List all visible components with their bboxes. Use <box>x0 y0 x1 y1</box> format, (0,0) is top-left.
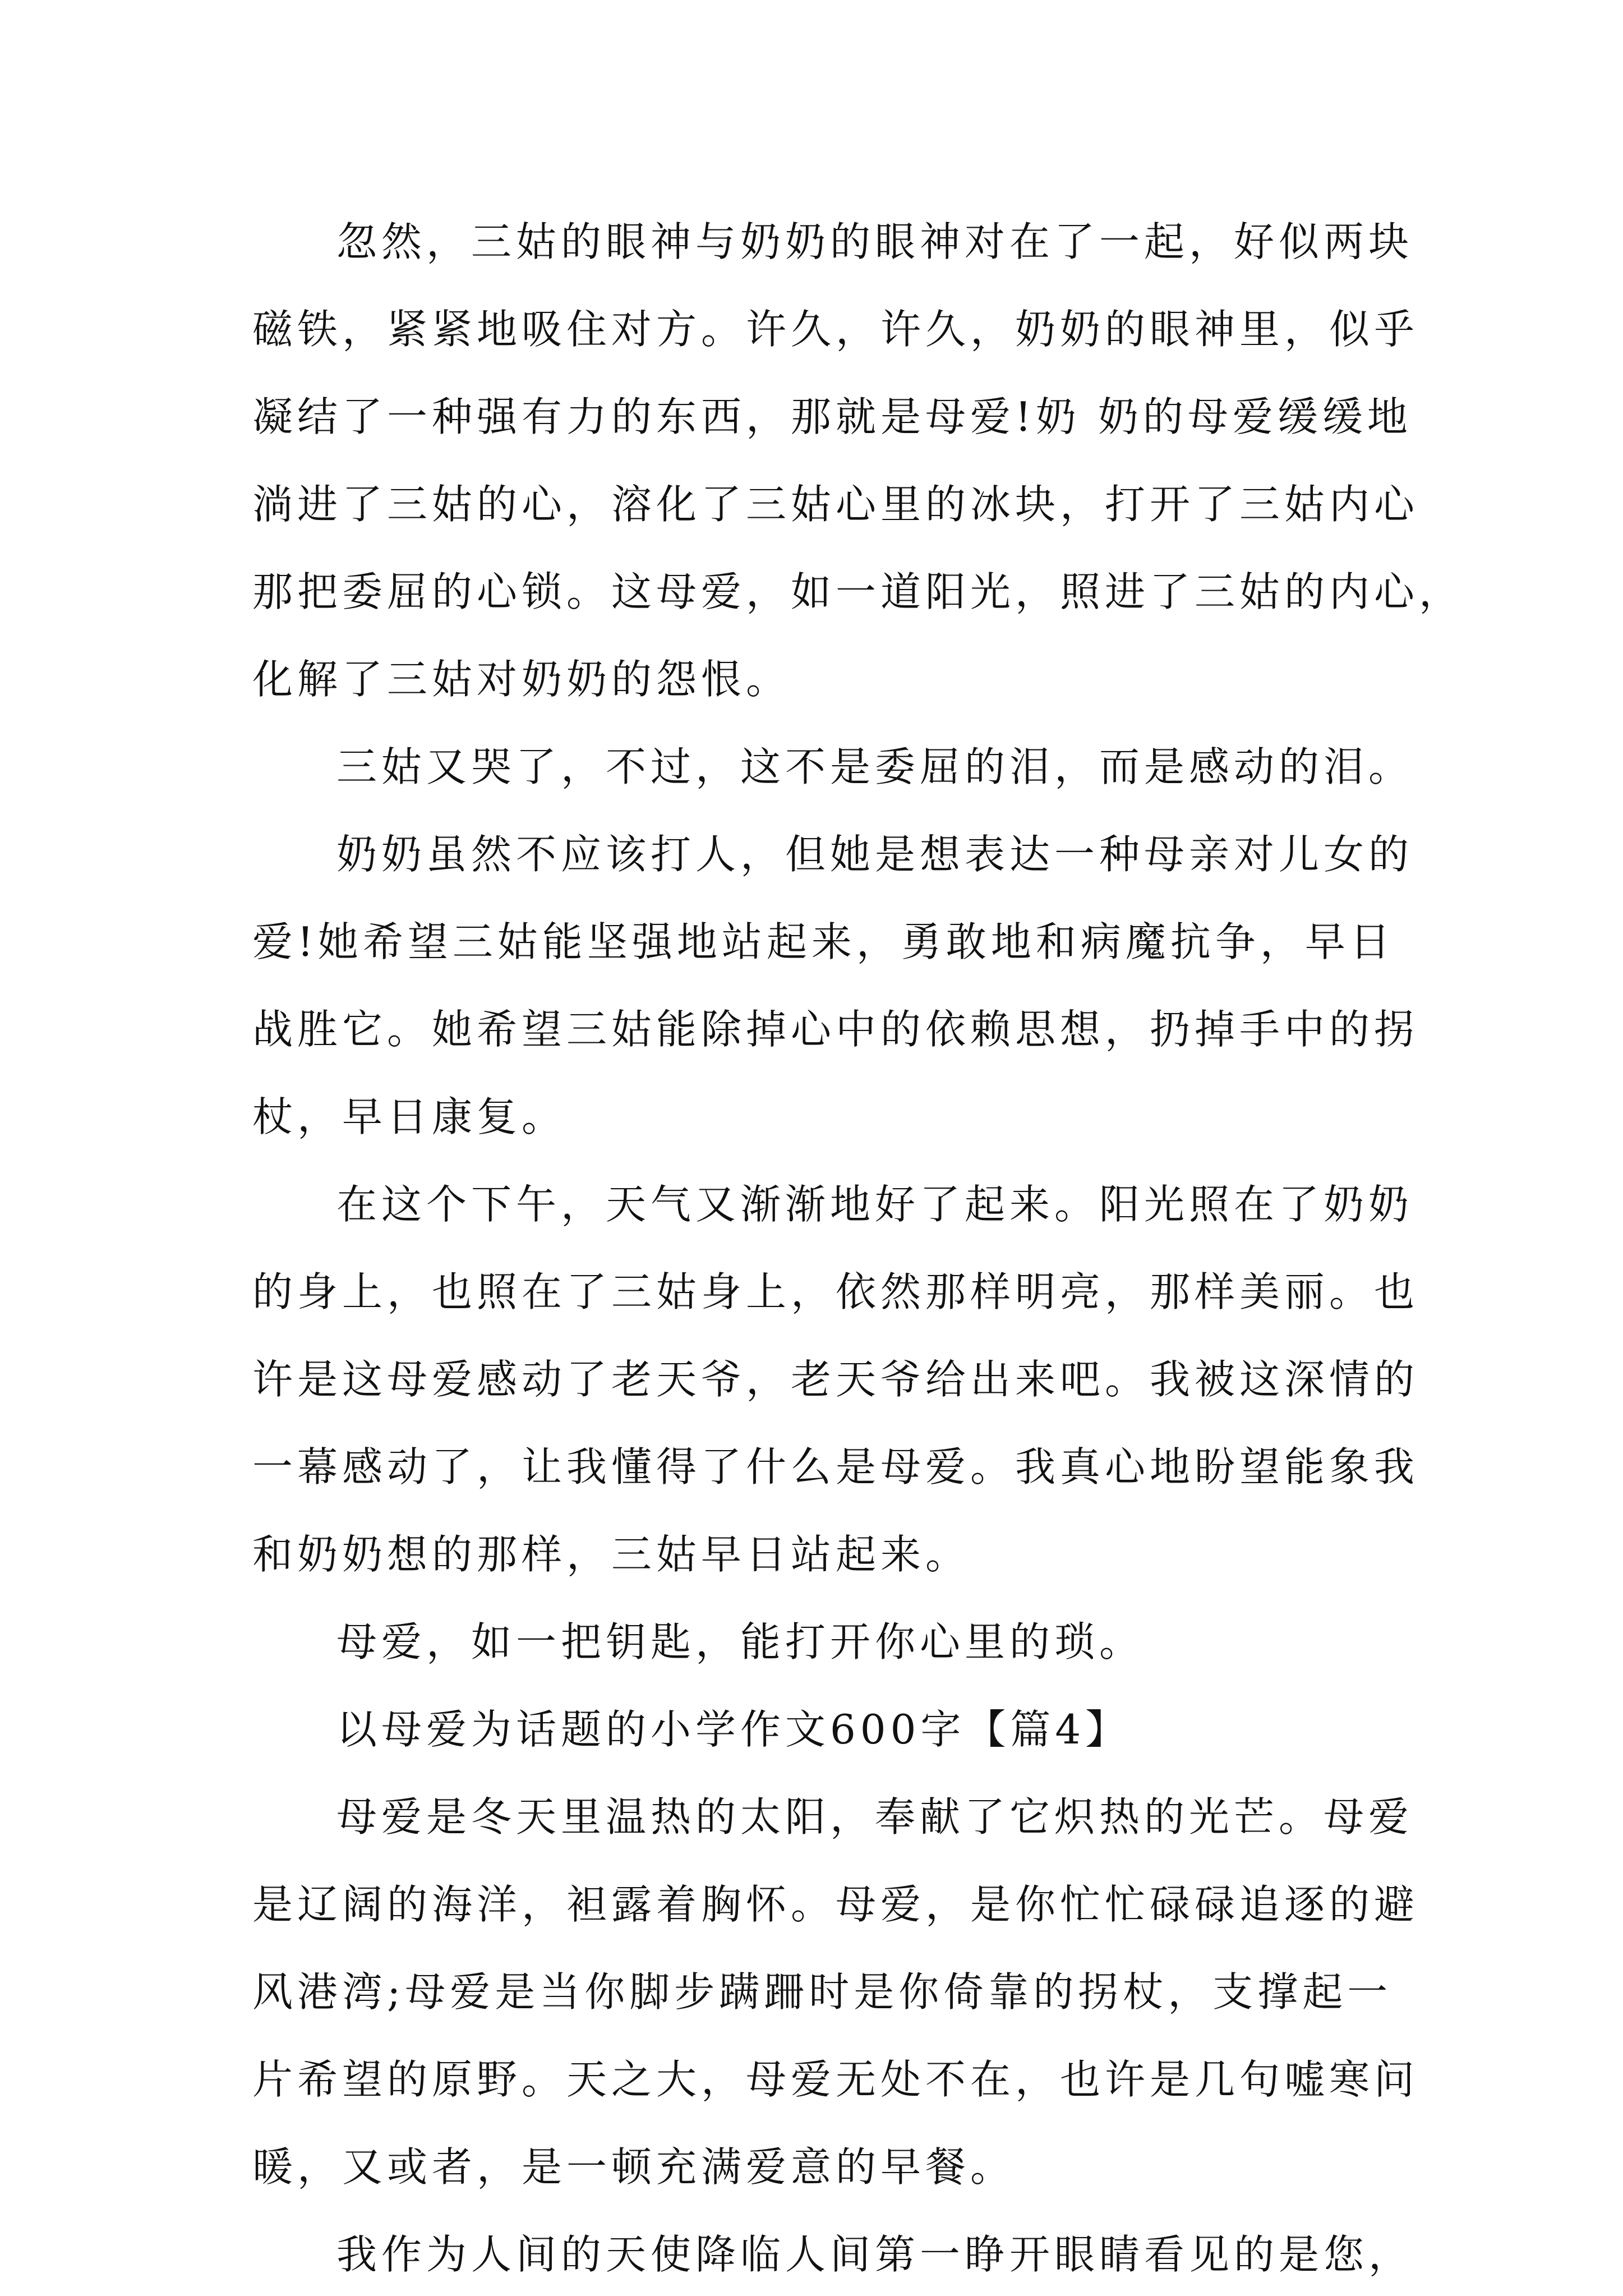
paragraph-line: 凝结了一种强有力的东西，那就是母爱!奶 奶的母爱缓缓地 <box>252 393 1412 440</box>
paragraph-first-line: 母爱是冬天里温热的太阳，奉献了它炽热的光芒。母爱 <box>336 1793 1414 1841</box>
paragraph-line: 是辽阔的海洋，袒露着胸怀。母爱，是你忙忙碌碌追逐的避 <box>252 1881 1419 1928</box>
paragraph-line: 杖，早日康复。 <box>252 1093 567 1140</box>
paragraph-line: 风港湾;母爱是当你脚步蹒跚时是你倚靠的拐杖，支撑起一 <box>252 1968 1393 2016</box>
paragraph-line: 暖，又或者，是一顿充满爱意的早餐。 <box>252 2143 1016 2191</box>
paragraph-line: 和奶奶想的那样，三姑早日站起来。 <box>252 1531 971 1578</box>
paragraph-first-line: 在这个下午，天气又渐渐地好了起来。阳光照在了奶奶 <box>336 1181 1414 1228</box>
paragraph-line: 淌进了三姑的心，溶化了三姑心里的冰块，打开了三姑内心 <box>252 481 1419 528</box>
paragraph-first-line: 奶奶虽然不应该打人，但她是想表达一种母亲对儿女的 <box>336 831 1414 878</box>
paragraph-first-line: 母爱，如一把钥匙，能打开你心里的琐。 <box>336 1618 1145 1665</box>
paragraph-line: 许是这母爱感动了老天爷，老天爷给出来吧。我被这深情的 <box>252 1356 1419 1403</box>
paragraph-first-line: 忽然，三姑的眼神与奶奶的眼神对在了一起，好似两块 <box>336 218 1414 265</box>
paragraph-line: 战胜它。她希望三姑能除掉心中的依赖思想，扔掉手中的拐 <box>252 1006 1419 1053</box>
paragraph-line: 磁铁，紧紧地吸住对方。许久，许久，奶奶的眼神里，似乎 <box>252 306 1419 353</box>
paragraph-first-line: 三姑又哭了，不过，这不是委屈的泪，而是感动的泪。 <box>336 743 1414 790</box>
paragraph-line: 一幕感动了，让我懂得了什么是母爱。我真心地盼望能象我 <box>252 1443 1419 1490</box>
paragraph-line: 爱!她希望三姑能坚强地站起来，勇敢地和病魔抗争，早日 <box>252 918 1395 965</box>
paragraph-line: 化解了三姑对奶奶的怨恨。 <box>252 656 791 703</box>
paragraph-first-line: 我作为人间的天使降临人间第一睁开眼睛看见的是您， <box>336 2231 1414 2278</box>
paragraph-line: 的身上，也照在了三姑身上，依然那样明亮，那样美丽。也 <box>252 1268 1419 1315</box>
paragraph-line: 那把委屈的心锁。这母爱，如一道阳光，照进了三姑的内心， <box>252 568 1464 615</box>
paragraph-first-line: 以母爱为话题的小学作文600字【篇4】 <box>336 1706 1131 1753</box>
paragraph-line: 片希望的原野。天之大，母爱无处不在，也许是几句嘘寒问 <box>252 2056 1419 2103</box>
